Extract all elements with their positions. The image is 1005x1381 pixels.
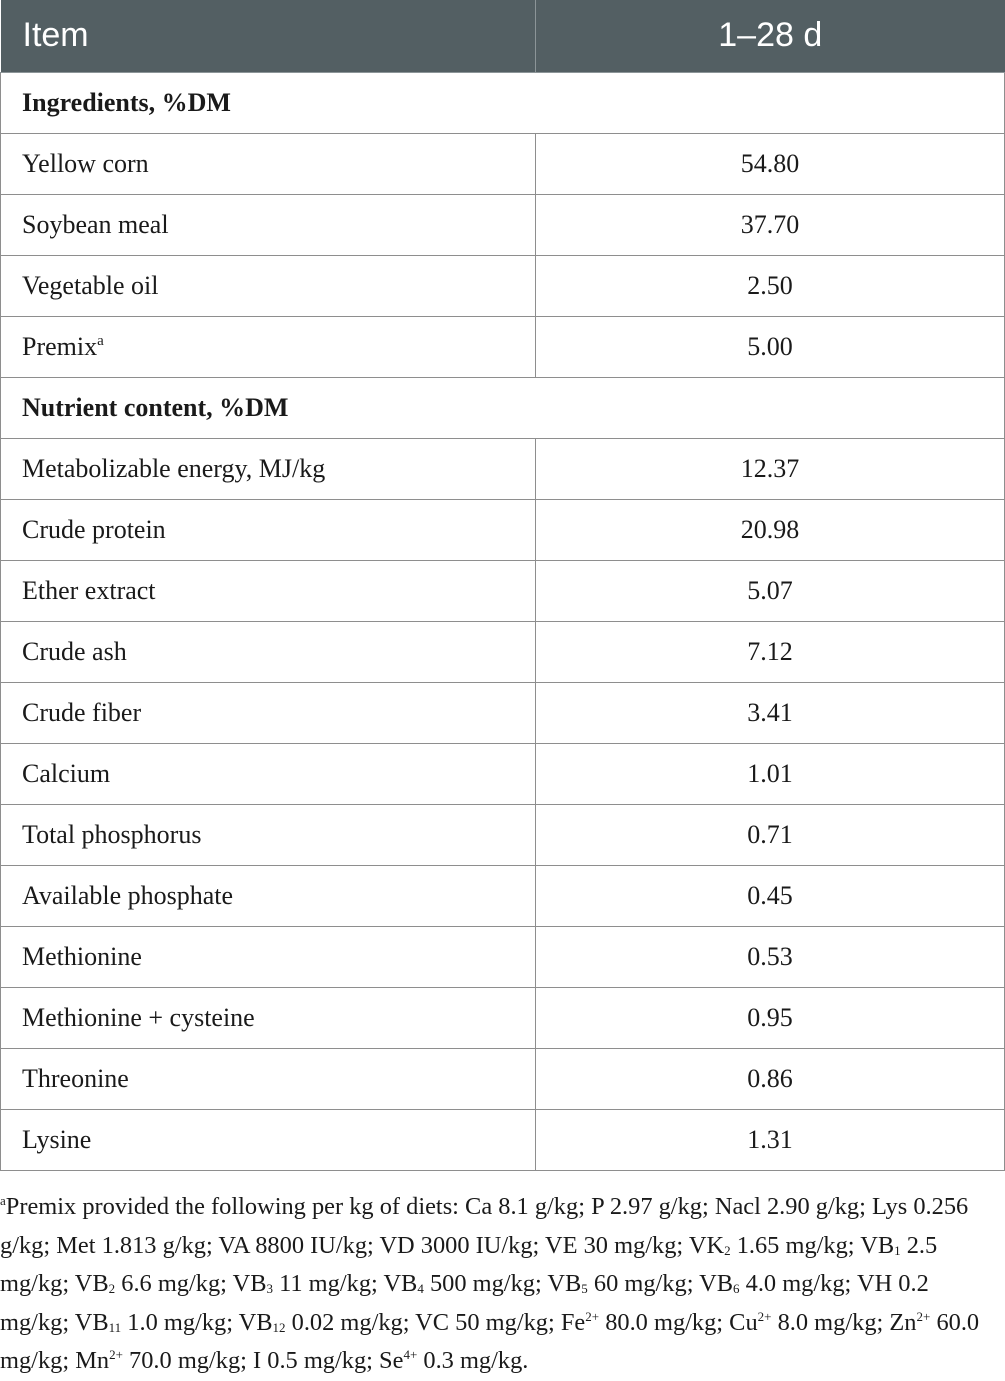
table-row xyxy=(1,804,1005,865)
item-cell xyxy=(1,1048,536,1109)
table-row xyxy=(1,682,1005,743)
item-cell xyxy=(1,987,536,1048)
item-cell xyxy=(1,865,536,926)
item-label: Premix xyxy=(22,331,98,361)
header-item: Item xyxy=(1,0,536,72)
footnote-text: 60.0 mg/kg; Mn xyxy=(0,1308,980,1374)
footnote-text: 2.5 mg/kg; VB xyxy=(0,1231,938,1297)
table-body xyxy=(1,72,1005,1170)
table-row xyxy=(1,499,1005,560)
header-period: 1–28 d xyxy=(536,0,1005,72)
value-cell: 1.31 xyxy=(536,1109,1005,1170)
item-label: Soybean meal xyxy=(22,209,169,239)
table-row xyxy=(1,621,1005,682)
footnote-superscript: 2+ xyxy=(109,1347,123,1362)
table-row xyxy=(1,987,1005,1048)
section-row xyxy=(1,72,1005,133)
item-cell xyxy=(1,255,536,316)
item-cell xyxy=(1,316,536,377)
item-cell xyxy=(1,194,536,255)
footnote-superscript: 2+ xyxy=(757,1308,772,1324)
value-cell: 1.01 xyxy=(536,743,1005,804)
value-cell: 0.53 xyxy=(536,926,1005,987)
section-heading: Nutrient content, %DM xyxy=(1,377,1005,438)
item-cell xyxy=(1,682,536,743)
item-label: Available phosphate xyxy=(22,880,234,910)
value-cell: 5.07 xyxy=(536,560,1005,621)
footnote-subscript: 4 xyxy=(417,1281,424,1296)
item-label: Calcium xyxy=(22,758,111,788)
item-cell xyxy=(1,499,536,560)
item-label: Vegetable oil xyxy=(22,270,159,300)
section-heading: Ingredients, %DM xyxy=(1,72,1005,133)
item-label: Methionine + cysteine xyxy=(22,1002,255,1032)
table-row xyxy=(1,255,1005,316)
value-cell: 3.41 xyxy=(536,682,1005,743)
value-cell: 12.37 xyxy=(536,438,1005,499)
item-cell xyxy=(1,743,536,804)
footnote-superscript: 2+ xyxy=(585,1308,600,1324)
footnote-subscript: 12 xyxy=(272,1319,286,1335)
table-row xyxy=(1,926,1005,987)
footnote-subscript: 6 xyxy=(733,1281,740,1296)
footnote-text: 4.0 mg/kg; VH 0.2 mg/kg; VB xyxy=(0,1270,929,1336)
table-row xyxy=(1,560,1005,621)
footnote-text: 0.02 mg/kg; VC 50 mg/kg; Fe xyxy=(285,1308,586,1336)
footnote-text: 80.0 mg/kg; Cu xyxy=(599,1308,758,1336)
item-label: Total phosphorus xyxy=(22,819,202,849)
footnote-superscript: 2+ xyxy=(916,1308,931,1324)
table-row xyxy=(1,194,1005,255)
item-label: Methionine xyxy=(22,941,142,971)
value-cell: 0.86 xyxy=(536,1048,1005,1109)
table-row xyxy=(1,865,1005,926)
footnote-subscript: 1 xyxy=(894,1242,901,1258)
footnote-subscript: 2 xyxy=(724,1242,731,1258)
value-cell: 5.00 xyxy=(536,316,1005,377)
value-cell: 0.95 xyxy=(536,987,1005,1048)
table-row xyxy=(1,743,1005,804)
footnote-subscript: 5 xyxy=(581,1281,588,1296)
table-row xyxy=(1,1109,1005,1170)
footnote-text: 0.3 mg/kg. xyxy=(417,1347,529,1374)
value-cell: 0.71 xyxy=(536,804,1005,865)
footnote-subscript: 3 xyxy=(266,1281,273,1296)
item-cell xyxy=(1,804,536,865)
footnote-subscript: 11 xyxy=(108,1319,122,1335)
footnote-marker: a xyxy=(97,332,104,349)
item-label: Lysine xyxy=(22,1124,92,1154)
footnote-subscript: 2 xyxy=(108,1281,116,1296)
section-row xyxy=(1,377,1005,438)
footnote-text: 60 mg/kg; VB xyxy=(587,1270,734,1297)
footnote-text: 500 mg/kg; VB xyxy=(423,1270,582,1297)
footnote-superscript: 4+ xyxy=(403,1347,418,1362)
footnote-text: 1.0 mg/kg; VB xyxy=(121,1308,273,1336)
footnote-text: Premix provided the following per kg of diets: Ca 8.1 g/kg; P 2.97 g/kg; Nacl 2.90 g/kg; Lys 0.256 g/kg; Met 1.813 g/kg; VA 8800 IU/kg; VD 3000 IU/kg; VE 30 mg/kg; VK xyxy=(0,1193,969,1259)
value-cell: 2.50 xyxy=(536,255,1005,316)
value-cell: 20.98 xyxy=(536,499,1005,560)
value-cell: 37.70 xyxy=(536,194,1005,255)
item-label: Threonine xyxy=(22,1063,129,1093)
table-row xyxy=(1,133,1005,194)
table-footnote xyxy=(0,1188,1000,1381)
table-row xyxy=(1,1048,1005,1109)
item-label: Crude ash xyxy=(22,636,127,666)
item-cell xyxy=(1,926,536,987)
item-label: Ether extract xyxy=(22,575,156,605)
item-label: Metabolizable energy, MJ/kg xyxy=(22,453,326,483)
value-cell: 0.45 xyxy=(536,865,1005,926)
item-cell xyxy=(1,1109,536,1170)
item-cell xyxy=(1,133,536,194)
item-cell xyxy=(1,621,536,682)
item-label: Yellow corn xyxy=(22,148,149,178)
value-cell: 54.80 xyxy=(536,133,1005,194)
item-cell xyxy=(1,560,536,621)
table-header-row xyxy=(1,0,1005,72)
item-label: Crude fiber xyxy=(22,697,142,727)
footnote-text: 8.0 mg/kg; Zn xyxy=(771,1308,917,1336)
item-cell xyxy=(1,438,536,499)
item-label: Crude protein xyxy=(22,514,166,544)
footnote-text: 6.6 mg/kg; VB xyxy=(115,1270,267,1297)
table-row xyxy=(1,438,1005,499)
value-cell: 7.12 xyxy=(536,621,1005,682)
table-row xyxy=(1,316,1005,377)
footnote-text: 1.65 mg/kg; VB xyxy=(730,1231,895,1259)
footnote-marker: a xyxy=(0,1193,6,1208)
footnote-text: 11 mg/kg; VB xyxy=(273,1270,418,1297)
footnote-text: 70.0 mg/kg; I 0.5 mg/kg; Se xyxy=(122,1347,404,1374)
